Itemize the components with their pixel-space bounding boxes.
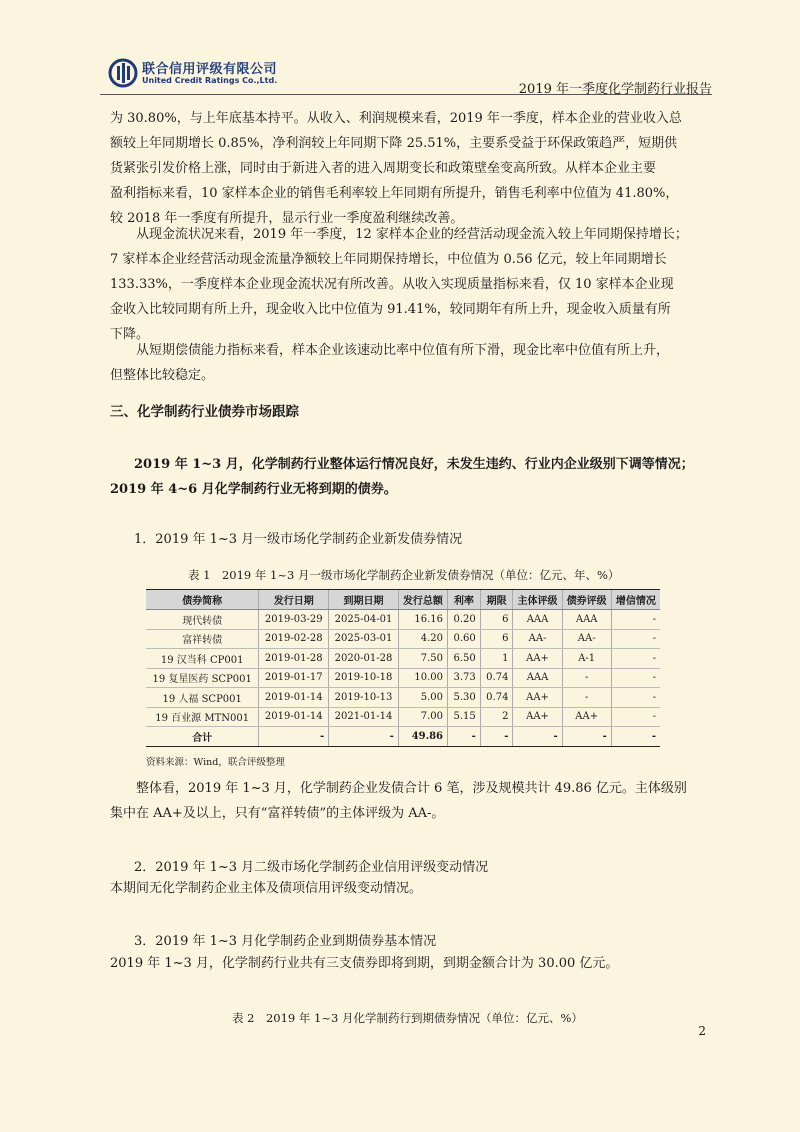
- page-header: [100, 56, 712, 96]
- company-logo-icon: [108, 58, 138, 88]
- paragraph-summary-issuance: 整体看，2019 年 1~3 月，化学制药企业发债合计 6 笔，涉及规模共计 49.86 亿元。主体级别 集中在 AA+及以上，只有“富祥转债”的主体评级为 AA-。: [110, 781, 687, 821]
- table-row: 富祥转债 2019-02-28 2025-03-01 4.20 0.60 6 AA- AA- -: [146, 629, 660, 649]
- paragraph-maturing-bonds: 2019 年 1~3 月，化学制药行业共有三支债券即将到期，到期金额合计为 30.00 亿元。: [110, 956, 619, 971]
- page-number: 2: [698, 1024, 706, 1038]
- subheading-3: 3．2019 年 1~3 月化学制药企业到期债券基本情况: [134, 934, 437, 949]
- section-summary: 2019 年 1~3 月，化学制药行业整体运行情况良好，未发生违约、行业内企业级别下调等情况； 2019 年 4~6 月化学制药行业无将到期的债券。: [110, 457, 694, 497]
- col-header: 债券评级: [562, 590, 611, 610]
- table-row: 19 人福 SCP001 2019-01-14 2019-10-13 5.00 5.30 0.74 AA+ - -: [146, 688, 660, 708]
- col-header: 债券简称: [146, 590, 259, 610]
- col-header: 发行日期: [259, 590, 329, 610]
- header-divider: [100, 94, 712, 95]
- paragraph-profitability: 为 30.80%，与上年底基本持平。从收入、利润规模来看，2019 年一季度，样本企业的营业收入总 额较上年同期增长 0.85%，净利润较上年同期下降 25.51%，主要系受益于环保政策趋严，短期供 货紧张引发价格上涨，同时由于新进入者的进入周期变长和政策壁垒变高所致。从样本企业主要 盈利指标来看，10 家样本企业的销售毛利率较上年同期有所提升，销售毛利率中位值为 41.80%， 较 2018 年一季度有所提升，显示行业一季度盈利继续改善。: [110, 111, 682, 226]
- table-header-row: [146, 590, 660, 610]
- subheading-2: 2．2019 年 1~3 月二级市场化学制药企业信用评级变动情况: [134, 860, 489, 875]
- col-header: 利率: [448, 590, 481, 610]
- company-name-en: United Credit Ratings Co.,Ltd.: [142, 76, 278, 85]
- paragraph-cashflow: 从现金流状况来看，2019 年一季度，12 家样本企业的经营活动现金流入较上年同期保持增长； 7 家样本企业经营活动现金流量净额较上年同期保持增长，中位值为 0.56 亿元，较上年同期增长 133.33%，一季度样本企业现金流状况有所改善。从收入实现质量指标来看，仅 10 家样本企业现 金收入比较同期有所上升，现金收入比中位值为 91.41%，较同期年有所上升，现金收入质量有所 下降。: [110, 227, 688, 342]
- paragraph-solvency: 从短期偿债能力指标来看，样本企业该速动比率中位值有所下滑，现金比率中位值有所上升， 但整体比较稳定。: [110, 343, 670, 383]
- table-row: 19 复星医药 SCP001 2019-01-17 2019-10-18 10.00 3.73 0.74 AAA - -: [146, 668, 660, 688]
- col-header: 主体评级: [513, 590, 562, 610]
- section-heading-3: 三、化学制药行业债券市场跟踪: [110, 404, 299, 420]
- col-header: 到期日期: [329, 590, 399, 610]
- table-new-bonds: [146, 589, 660, 747]
- table-total-row: 合计 - - 49.86 - - - - -: [146, 727, 660, 747]
- table1-caption: 表 1 2019 年 1~3 月一级市场化学制药企业新发债券情况（单位：亿元、年、%）: [188, 568, 620, 582]
- subheading-1: 1．2019 年 1~3 月一级市场化学制药企业新发债券情况: [134, 532, 463, 547]
- col-header: 期限: [480, 590, 513, 610]
- table-row: 19 汉当科 CP001 2019-01-28 2020-01-28 7.50 6.50 1 AA+ A-1 -: [146, 649, 660, 669]
- table-row: 19 百业源 MTN001 2019-01-14 2021-01-14 7.00 5.15 2 AA+ AA+ -: [146, 707, 660, 727]
- report-title: 2019 年一季度化学制药行业报告: [518, 82, 712, 97]
- table-row: 现代转债 2019-03-29 2025-04-01 16.16 0.20 6 AAA AAA -: [146, 610, 660, 630]
- table2-caption: 表 2 2019 年 1~3 月化学制药行到期债券情况（单位：亿元、%）: [232, 1011, 583, 1025]
- col-header: 发行总额: [398, 590, 447, 610]
- table1-source: 资料来源：Wind，联合评级整理: [146, 757, 285, 768]
- company-name-cn: 联合信用评级有限公司: [142, 62, 278, 77]
- col-header: 增信情况: [611, 590, 660, 610]
- paragraph-rating-change: 本期间无化学制药企业主体及债项信用评级变动情况。: [110, 881, 423, 896]
